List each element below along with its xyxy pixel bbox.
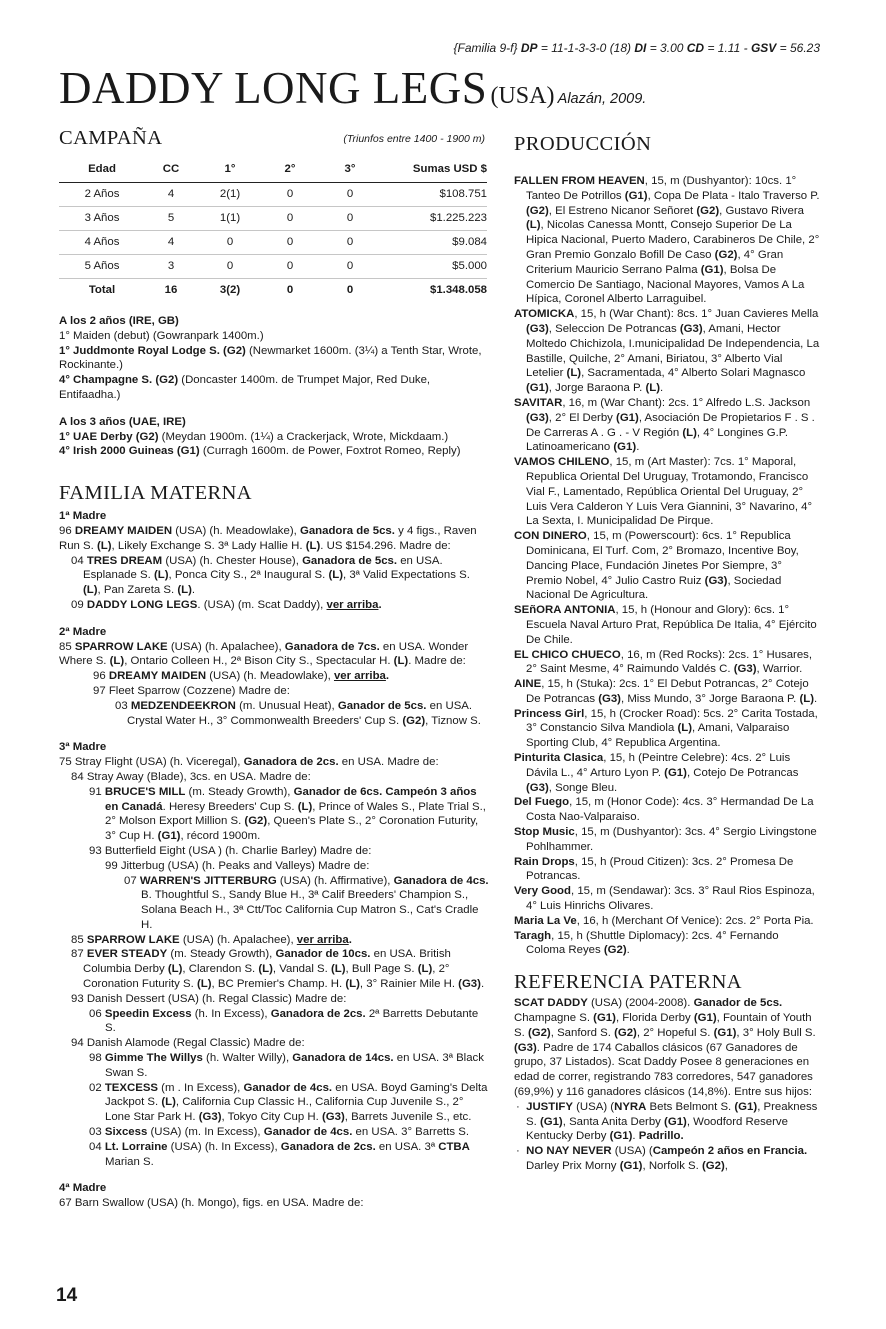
campaign-heading: CAMPAÑA bbox=[59, 127, 163, 149]
table-cell: $108.751 bbox=[383, 182, 487, 206]
production-item: Princess Girl, 15, h (Crocker Road): 5cs. 2° Carita Tostada, 3° Constancio Silva Mandiola (L), Amani, Valparaiso Sporting Club, 4° Republica Argentina. bbox=[514, 707, 818, 750]
table-cell: 4 bbox=[145, 182, 197, 206]
dam-1-section: 1ª Madre 96 DREAMY MAIDEN (USA) (h. Meadowlake), Ganadora de 5cs. y 4 figs., Raven Run S. (L), Likely Exchange S. 3ª Lady Hallie H. (L). US $154.296. Madre de: 04 TRES DREAM (USA) (h. Chester House), Ganadora de 5cs. en USA. Esplanade S. (L), Ponca City S., 2ª Inaugural S. (L), 3ª Valid Expectations S. (L), Pan Zareta S. (L). 09 DADDY LONG LEGS. (USA) (m. Scat Daddy), ver arriba. bbox=[59, 509, 489, 613]
table-cell: 3(2) bbox=[219, 283, 241, 296]
two-years-heading: A los 2 años (IRE, GB) bbox=[59, 315, 179, 327]
sire-paragraph: SCAT DADDY (USA) (2004-2008). Ganador de 5cs. Champagne S. (G1), Florida Derby (G1), Fountain of Youth S. (G2), Sanford S. (G2), 2° Hopeful S. (G1), 3° Holy Bull S. (G3). Padre de 174 Caballos clásicos (67 Ganadores de grupo, 37 Listados). Scat Daddy Posee 8 generaciones en edad de correr, registrando 783 corredores, 547 ganadores (69,9%) y 116 ganadores clásicos (14,8%). Entre sus hijos: bbox=[514, 997, 816, 1099]
page-number: 14 bbox=[56, 1285, 78, 1306]
table-cell: 0 bbox=[317, 254, 383, 278]
production-item: SAVITAR, 16, m (War Chant): 2cs. 1° Alfredo L.S. Jackson (G3), 2° El Derby (G1), Asociación De Propietarios F . S . De Carreras A . G . - V Región (L), 4° Longines G.P. Latinoamericano (G1). bbox=[514, 396, 815, 454]
horse-name: DADDY LONG LEGS bbox=[59, 63, 488, 113]
race-line: 4° Irish 2000 Guineas (G1) (Curragh 1600m. de Power, Foxtrot Romeo, Reply) bbox=[59, 445, 461, 458]
dam-entry: 67 Barn Swallow (USA) (h. Mongo), figs. en USA. Madre de: bbox=[59, 1197, 364, 1210]
dam-entry: 85 SPARROW LAKE (USA) (h. Apalachee), Ganadora de 7cs. en USA. Wonder Where S. (L), Ontario Colleen H., 2ª Bison City S., Spectacular H. (L). Madre de: bbox=[59, 640, 469, 668]
campaign-header bbox=[59, 126, 489, 150]
grand-offspring-entry: 98 Gimme The Willys (h. Walter Willy), Ganadora de 14cs. en USA. 3ª Black Swan S. bbox=[89, 1052, 484, 1079]
production-item: Rain Drops, 15, h (Proud Citizen): 3cs. 2° Promesa De Potrancas. bbox=[514, 855, 794, 883]
horse-color-year: Alazán, 2009. bbox=[557, 91, 647, 107]
dam-entry: 96 DREAMY MAIDEN (USA) (h. Meadowlake), Ganadora de 5cs. y 4 figs., Raven Run S. (L), Likely Exchange S. 3ª Lady Hallie H. (L). US $154.296. Madre de: bbox=[59, 524, 477, 552]
table-header-row bbox=[59, 162, 487, 182]
grand-offspring-entry: 02 TEXCESS (m . In Excess), Ganador de 4cs. en USA. Boyd Gaming's Delta Jackpot S. (L), California Cup Classic H., California Cup Juvenile S., 2° Lone Star Park H. (G3), Tokyo City Cup H. (G3), Barrets Juvenile S., etc. bbox=[89, 1081, 488, 1124]
offspring-entry: 84 Stray Away (Blade), 3cs. en USA. Madre de: bbox=[71, 770, 311, 783]
dam-4-section: 4ª Madre 67 Barn Swallow (USA) (h. Mongo), figs. en USA. Madre de: bbox=[59, 1181, 489, 1211]
offspring-entry: 87 EVER STEADY (m. Steady Growth), Ganador de 10cs. en USA. British Columbia Derby (L), Clarendon S. (L), Vandal S. (L), Bull Page S. (L), 2° Coronation Futurity S. (L), BC Premier's Champ. H. (L), 3° Rainier Mile H. (G3). bbox=[71, 948, 485, 991]
table-cell: $1.348.058 bbox=[429, 283, 487, 296]
dam-3-section: 3ª Madre 75 Stray Flight (USA) (h. Viceregal), Ganadora de 2cs. en USA. Madre de: 84 Stray Away (Blade), 3cs. en USA. Madre de: 91 BRUCE'S MILL (m. Steady Growth), Ganador de 6cs. Campeón 3 años en Canadá. Heresy Breeders' Cup S. (L), Prince of Wales S., Plate Trial S., 2° Molson Export Million S. (G2), Queen's Plate S., 2° Coronation Futurity, 3° Cup H. (G1), récord 1900m. 93 Butterfield Eight (USA ) (h. Charlie Barley) Madre de: 99 Jitterbug (USA) (h. Peaks and Valleys) Madre de: 07 WARREN'S JITTERBURG (USA) (h. Affirmative), Ganadora de 4cs. B. Thoughtful S., Sandy Blue H., 3ª Calif Breeders' Champion S., Solana Beach H., 3ª Ctt/Toc California Cup Matron S., Cat's Cradle H. 85 SPARROW LAKE (USA) (h. Apalachee), ver arriba. 87 EVER STEADY (m. Steady Growth), Ganador de 10cs. en USA. British Columbia Derby (L), Clarendon S. (L), Vandal S. (L), Bull Page S. (L), 2° Coronation Futurity S. (L), BC Premier's Champ. H. (L), 3° Rainier Mile H. (G3). 93 Danish Dessert (USA) (h. Regal Classic) Madre de: 06 Speedin Excess (h. In Excess), Ganadora de 2cs. 2ª Barretts Debutante S. 94 Danish Alamode (Regal Classic) Madre de: 98 Gimme The Willys (h. Walter Willy), Ganadora de 14cs. en USA. 3ª Black Swan S. 02 TEXCESS (m . In Excess), Ganador de 4cs. en USA. Boyd Gaming's Delta Jackpot S. (L), California Cup Classic H., California Cup Juvenile S., 2° Lone Star Park H. (G3), Tokyo City Cup H. (G3), Barrets Juvenile S., etc. 03 Sixcess (USA) (m. In Excess), Ganador de 4cs. en USA. 3° Barretts S. 04 Lt. Lorraine (USA) (h. In Excess), Ganadora de 2cs. en USA. 3ª CTBA Marian S. bbox=[59, 741, 489, 1168]
table-cell: 16 bbox=[164, 283, 178, 296]
production-item: Pinturita Clasica, 15, h (Peintre Celebre): 4cs. 2° Luis Dávila L., 4° Arturo Lyon P. (G1), Cotejo De Potrancas (G3), Songe Bleu. bbox=[514, 752, 799, 794]
table-cell: $9.084 bbox=[383, 230, 487, 254]
pedigree-indices: {Familia 9-f} DP = 11-1-3-3-0 (18) DI = 3.00 CD = 1.11 - GSV = 56.23 bbox=[453, 41, 820, 55]
offspring-entry: 93 Danish Dessert (USA) (h. Regal Classic) Madre de: bbox=[71, 992, 347, 1005]
production-item: Very Good, 15, m (Sendawar): 3cs. 3° Raul Rios Espinoza, 4° Luis Hinrichs Olivares. bbox=[514, 885, 815, 913]
grand-offspring-entry: 91 BRUCE'S MILL (m. Steady Growth), Ganador de 6cs. Campeón 3 años en Canadá. Heresy Breeders' Cup S. (L), Prince of Wales S., Plate Trial S., 2° Molson Export Million S. (G2), Queen's Plate S., 2° Coronation Futurity, 3° Cup H. (G1), récord 1900m. bbox=[89, 785, 486, 843]
table-cell: 0 bbox=[346, 283, 354, 296]
three-years-heading: A los 3 años (UAE, IRE) bbox=[59, 415, 186, 428]
offspring-entry: 04 TRES DREAM (USA) (h. Chester House), Ganadora de 5cs. en USA. Esplanade S. (L), Ponca City S., 2ª Inaugural S. (L), 3ª Valid Expectations S. (L), Pan Zareta S. (L). bbox=[71, 554, 470, 597]
horse-origin: (USA) bbox=[490, 83, 555, 109]
table-cell: 0 bbox=[263, 254, 317, 278]
grand-offspring-entry: 93 Butterfield Eight (USA ) (h. Charlie Barley) Madre de: bbox=[89, 844, 372, 857]
see-above-link[interactable]: ver arriba bbox=[326, 598, 379, 611]
production-item: Taragh, 15, h (Shuttle Diplomacy): 2cs. 4° Fernando Coloma Reyes (G2). bbox=[514, 929, 779, 957]
bullet-icon: · bbox=[516, 1100, 527, 1113]
table-cell: 2 Años bbox=[59, 182, 145, 206]
grand-offspring-entry: 03 Sixcess (USA) (m. In Excess), Ganador de 4cs. en USA. 3° Barretts S. bbox=[89, 1126, 469, 1139]
column-header: Sumas USD $ bbox=[383, 162, 487, 182]
three-years-section bbox=[59, 415, 489, 459]
table-cell: 1(1) bbox=[197, 206, 263, 230]
dam-2-section: 2ª Madre 85 SPARROW LAKE (USA) (h. Apalachee), Ganadora de 7cs. en USA. Wonder Where S. (L), Ontario Colleen H., 2ª Bison City S., Spectacular H. (L). Madre de: 96 DREAMY MAIDEN (USA) (h. Meadowlake), ver arriba. 97 Fleet Sparrow (Cozzene) Madre de: 03 MEDZENDEEKRON (m. Unusual Heat), Ganador de 5cs. en USA. Crystal Water H., 3° Commonwealth Breeders' Cup S. (G2), Tiznow S. bbox=[59, 625, 489, 729]
great-grand-offspring-entry: 99 Jitterbug (USA) (h. Peaks and Valleys) Madre de: bbox=[105, 859, 370, 872]
race-line: 4° Champagne S. (G2) (Doncaster 1400m. de Trumpet Major, Red Duke, Entifaadha.) bbox=[59, 374, 431, 401]
table-row bbox=[59, 230, 487, 254]
sire-heading: REFERENCIA PATERNA bbox=[514, 971, 742, 994]
offspring-entry: 94 Danish Alamode (Regal Classic) Madre de: bbox=[71, 1037, 305, 1050]
column-header: CC bbox=[145, 162, 197, 182]
table-cell: 5 bbox=[145, 206, 197, 230]
table-cell: 4 bbox=[145, 230, 197, 254]
race-line: 1° UAE Derby (G2) (Meydan 1900m. (1¼) a Crackerjack, Wrote, Mickdaam.) bbox=[59, 430, 449, 443]
table-cell: 3 bbox=[145, 254, 197, 278]
production-item: ATOMICKA, 15, h (War Chant): 8cs. 1° Juan Cavieres Mella (G3), Seleccion De Potrancas (G3), Amani, Hector Moltedo Chichizola, I.municipalidad De Independencia, La Bastille, Quilche, 2° Amani, Biriatou, 3° Alberto Vial Letelier (L), Sacramentada, 4° Alberto Solari Magnasco (G1), Jorge Baraona P. (L). bbox=[514, 308, 820, 395]
table-cell: 0 bbox=[263, 182, 317, 206]
total-row bbox=[59, 278, 487, 302]
production-heading: PRODUCCIÓN bbox=[514, 133, 652, 155]
table-cell: 0 bbox=[317, 206, 383, 230]
production-item: Del Fuego, 15, m (Honor Code): 4cs. 3° Hermandad De La Costa Nao-Valparaiso. bbox=[514, 796, 814, 824]
table-cell: 0 bbox=[197, 254, 263, 278]
left-column bbox=[59, 126, 489, 1211]
table-row bbox=[59, 182, 487, 206]
table-cell: 0 bbox=[317, 230, 383, 254]
maternal-heading: FAMILIA MATERNA bbox=[59, 482, 252, 505]
offspring-entry: 09 DADDY LONG LEGS. (USA) (m. Scat Daddy), ver arriba. bbox=[71, 598, 382, 611]
table-cell: $1.225.223 bbox=[383, 206, 487, 230]
table-cell: 0 bbox=[263, 206, 317, 230]
table-cell: 0 bbox=[286, 283, 294, 296]
offspring-entry: 97 Fleet Sparrow (Cozzene) Madre de: bbox=[93, 684, 290, 697]
table-cell: 2(1) bbox=[197, 182, 263, 206]
campaign-note: (Triunfos entre 1400 - 1900 m) bbox=[343, 133, 485, 146]
sire-offspring-bullet: · NO NAY NEVER (USA) (Campeón 2 años en Francia. Darley Prix Morny (G1), Norfolk S. (G2), bbox=[516, 1145, 808, 1172]
table-cell: Total bbox=[88, 283, 116, 296]
table-cell: 5 Años bbox=[59, 254, 145, 278]
table-row bbox=[59, 206, 487, 230]
race-line: 1° Juddmonte Royal Lodge S. (G2) (Newmarket 1600m. (3¼) a Tenth Star, Wrote, Rockinante.) bbox=[59, 344, 482, 372]
production-item: CON DINERO, 15, m (Powerscourt): 6cs. 1° Republica Dominicana, El Turf. Com, 2° Bromazo, Incentive Boy, Dancing Place, Fundación Jinetes Por Siempre, 3° Premio Nobel, 4° Julio Castro Ruiz (G3), Sociedad Nacional De Agricultura. bbox=[514, 530, 799, 602]
table-cell: 0 bbox=[317, 182, 383, 206]
column-header: 1° bbox=[197, 162, 263, 182]
table-cell: 0 bbox=[197, 230, 263, 254]
table-cell: $5.000 bbox=[383, 254, 487, 278]
production-item: VAMOS CHILENO, 15, m (Art Master): 7cs. 1° Maporal, Republica Oriental Del Uruguay, Trotamondo, Francisco Vial F., Lamentado, República Oriental Del Uruguay, 2° Luis Vera Calderon Y Luis Vera Giannini, 3° Navarino, 4° La Sexta, I. Municipalidad De Pirque. bbox=[514, 456, 813, 528]
table-cell: 4 Años bbox=[59, 230, 145, 254]
see-above-link[interactable]: ver arriba bbox=[333, 670, 386, 683]
production-item: Stop Music, 15, m (Dushyantor): 3cs. 4° Sergio Livingstone Pohlhammer. bbox=[514, 826, 817, 853]
two-years-section bbox=[59, 314, 489, 403]
production-item: FALLEN FROM HEAVEN, 15, m (Dushyantor): 10cs. 1° Tanteo De Potrillos (G1), Copa De Plata - Italo Traverso P. (G2), El Estreno Nicanor Señoret (G2), Gustavo Rivera (L), Nicolas Canessa Montt, Consejo Superior De La Hipica Nacional, Puerto Madero, Carabineros De Chile, 2° Gran Premio Gonzalo Bofill De Caso (G2), 4° Gran Criterium Mauricio Serrano Palma (G1), Bolsa De Comercio De Santiago, Nacional Mayores, Vamos A La Hípica, Coronel Alberto Larraguibel. bbox=[514, 175, 820, 306]
production-item: SEñORA ANTONIA, 15, h (Honour and Glory): 6cs. 1° Escuela Naval Arturo Prat, República De Italia, 4° Ejército De Chile. bbox=[514, 604, 817, 646]
bullet-icon: · bbox=[516, 1145, 527, 1158]
horse-title bbox=[59, 62, 646, 114]
sire-offspring-bullet: · JUSTIFY (USA) (NYRA Bets Belmont S. (G1), Preakness S. (G1), Santa Anita Derby (G1), Woodford Reserve Kentucky Derby (G1). Padrillo. bbox=[516, 1100, 818, 1143]
table-cell: 0 bbox=[263, 230, 317, 254]
offspring-entry: 96 DREAMY MAIDEN (USA) (h. Meadowlake), ver arriba. bbox=[93, 670, 390, 683]
grand-offspring-entry: 06 Speedin Excess (h. In Excess), Ganadora de 2cs. 2ª Barretts Debutante S. bbox=[89, 1007, 479, 1035]
column-header: Edad bbox=[59, 162, 145, 182]
race-line: 1° Maiden (debut) (Gowranpark 1400m.) bbox=[59, 329, 264, 342]
table-row bbox=[59, 254, 487, 278]
column-header: 3° bbox=[317, 162, 383, 182]
production-item: Maria La Ve, 16, h (Merchant Of Venice): 2cs. 2° Porta Pia. bbox=[514, 914, 814, 927]
column-header: 2° bbox=[263, 162, 317, 182]
table-cell: 3 Años bbox=[59, 206, 145, 230]
grand-offspring-entry: 03 MEDZENDEEKRON (m. Unusual Heat), Ganador de 5cs. en USA. Crystal Water H., 3° Commonwealth Breeders' Cup S. (G2), Tiznow S. bbox=[115, 699, 481, 727]
grand-offspring-entry: 04 Lt. Lorraine (USA) (h. In Excess), Ganadora de 2cs. en USA. 3ª CTBA Marian S. bbox=[89, 1140, 470, 1168]
production-item: AINE, 15, h (Stuka): 2cs. 1° El Debut Potrancas, 2° Cotejo De Potrancas (G3), Miss Mundo, 3° Jorge Baraona P. (L). bbox=[514, 678, 818, 705]
production-item: EL CHICO CHUECO, 16, m (Red Rocks): 2cs. 1° Husares, 2° Saint Mesme, 4° Raimundo Valdés C. (G3), Warrior. bbox=[514, 648, 813, 676]
great-great-offspring-entry: 07 WARREN'S JITTERBURG (USA) (h. Affirmative), Ganadora de 4cs. B. Thoughtful S., Sandy Blue H., 3ª Calif Breeders' Champion S., Solana Beach H., 3ª Ctt/Toc California Cup Matron S., Cat's Cradle H. bbox=[124, 874, 489, 931]
dam-entry: 75 Stray Flight (USA) (h. Viceregal), Ganadora de 2cs. en USA. Madre de: bbox=[59, 756, 439, 769]
right-column bbox=[514, 132, 820, 1174]
campaign-table bbox=[59, 162, 487, 302]
production-list bbox=[514, 174, 820, 958]
see-above-link[interactable]: ver arriba bbox=[296, 933, 349, 946]
offspring-entry: 85 SPARROW LAKE (USA) (h. Apalachee), ver arriba. bbox=[71, 933, 352, 946]
